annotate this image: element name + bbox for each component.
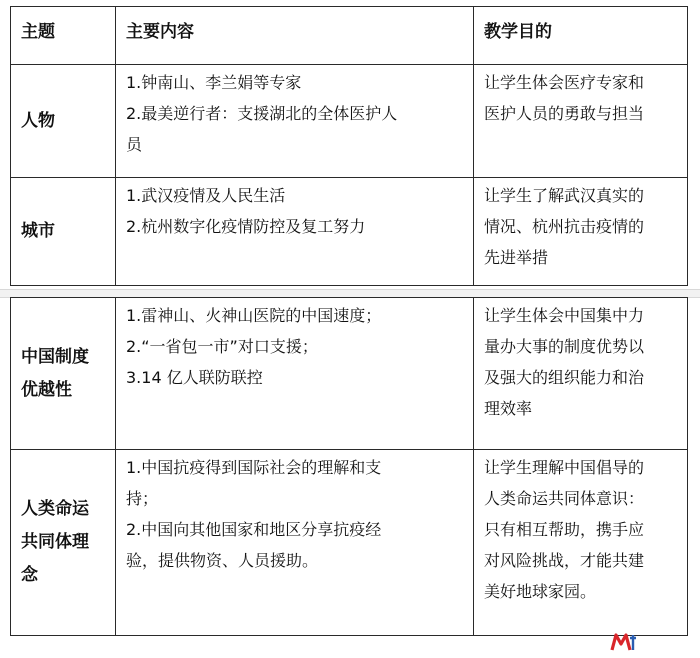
row-goal-line: 让学生理解中国倡导的: [484, 458, 645, 477]
row-content-line: 2.杭州数字化疫情防控及复工努力: [126, 217, 366, 236]
row-content-cell: [116, 450, 474, 636]
row-content-cell: [116, 65, 474, 178]
row-goal-line: 人类命运共同体意识：: [484, 489, 645, 508]
watermark-m-stroke: [612, 635, 630, 650]
row-topic-line: 人物: [21, 110, 55, 131]
row-content-line: 1.中国抗疫得到国际社会的理解和支: [126, 458, 382, 477]
row-goal-cell: [474, 65, 688, 178]
header-topic: 主题: [11, 7, 116, 65]
table-header-row: [11, 7, 688, 65]
row-topic-line: 中国制度: [21, 346, 89, 367]
row-topic-line: 共同体理: [21, 532, 89, 552]
row-content-line: 持；: [126, 489, 159, 508]
row-content-line: 员: [126, 135, 143, 154]
row-goal-line: 美好地球家园。: [484, 582, 597, 601]
row-content-line: 1.雷神山、火神山医院的中国速度；: [126, 306, 382, 325]
row-topic-line: 念: [21, 565, 38, 585]
row-content-line: 验，提供物资、人员援助。: [126, 551, 319, 570]
row-goal-line: 只有相互帮助，携手应: [484, 520, 645, 539]
row-content-line: 2.最美逆行者：支援湖北的全体医护人: [126, 104, 398, 123]
table-row: [11, 298, 688, 450]
row-goal-cell: [474, 450, 688, 636]
header-content: 主要内容: [116, 7, 474, 65]
row-content-line: 2.中国向其他国家和地区分享抗疫经: [126, 520, 382, 539]
row-content-line: 2.“一省包一市”对口支援；: [126, 337, 318, 356]
row-goal-line: 对风险挑战，才能共建: [484, 551, 645, 570]
row-goal-line: 先进举措: [484, 248, 549, 267]
lesson-table-part-2: [10, 297, 688, 636]
row-topic-line: 人类命运: [21, 499, 89, 519]
row-goal-line: 理效率: [484, 399, 533, 418]
row-goal-line: 及强大的组织能力和治: [484, 368, 645, 387]
table-row: [11, 65, 688, 178]
row-topic-cell: [11, 178, 116, 286]
row-topic-line: 优越性: [21, 379, 72, 400]
table-row: [11, 178, 688, 286]
row-topic-cell: [11, 450, 116, 636]
row-goal-line: 医护人员的勇敢与担当: [484, 104, 645, 123]
row-content-line: 3.14 亿人联防联控: [126, 368, 263, 387]
row-content-line: 1.武汉疫情及人民生活: [126, 186, 286, 205]
row-topic-cell: [11, 298, 116, 450]
row-goal-line: 情况、杭州抗击疫情的: [484, 217, 645, 236]
row-content-cell: [116, 178, 474, 286]
row-content-line: 1.钟南山、李兰娟等专家: [126, 73, 302, 92]
row-goal-cell: [474, 298, 688, 450]
watermark-logo-icon: [610, 632, 640, 652]
header-goal: 教学目的: [474, 7, 688, 65]
table-row: [11, 450, 688, 636]
lesson-table-part-1: [10, 6, 688, 286]
row-goal-line: 让学生了解武汉真实的: [484, 186, 645, 205]
row-goal-cell: [474, 178, 688, 286]
row-goal-line: 量办大事的制度优势以: [484, 337, 645, 356]
row-topic-line: 城市: [21, 221, 55, 241]
row-content-cell: [116, 298, 474, 450]
row-topic-cell: [11, 65, 116, 178]
row-goal-line: 让学生体会医疗专家和: [484, 73, 645, 92]
row-goal-line: 让学生体会中国集中力: [484, 306, 645, 325]
